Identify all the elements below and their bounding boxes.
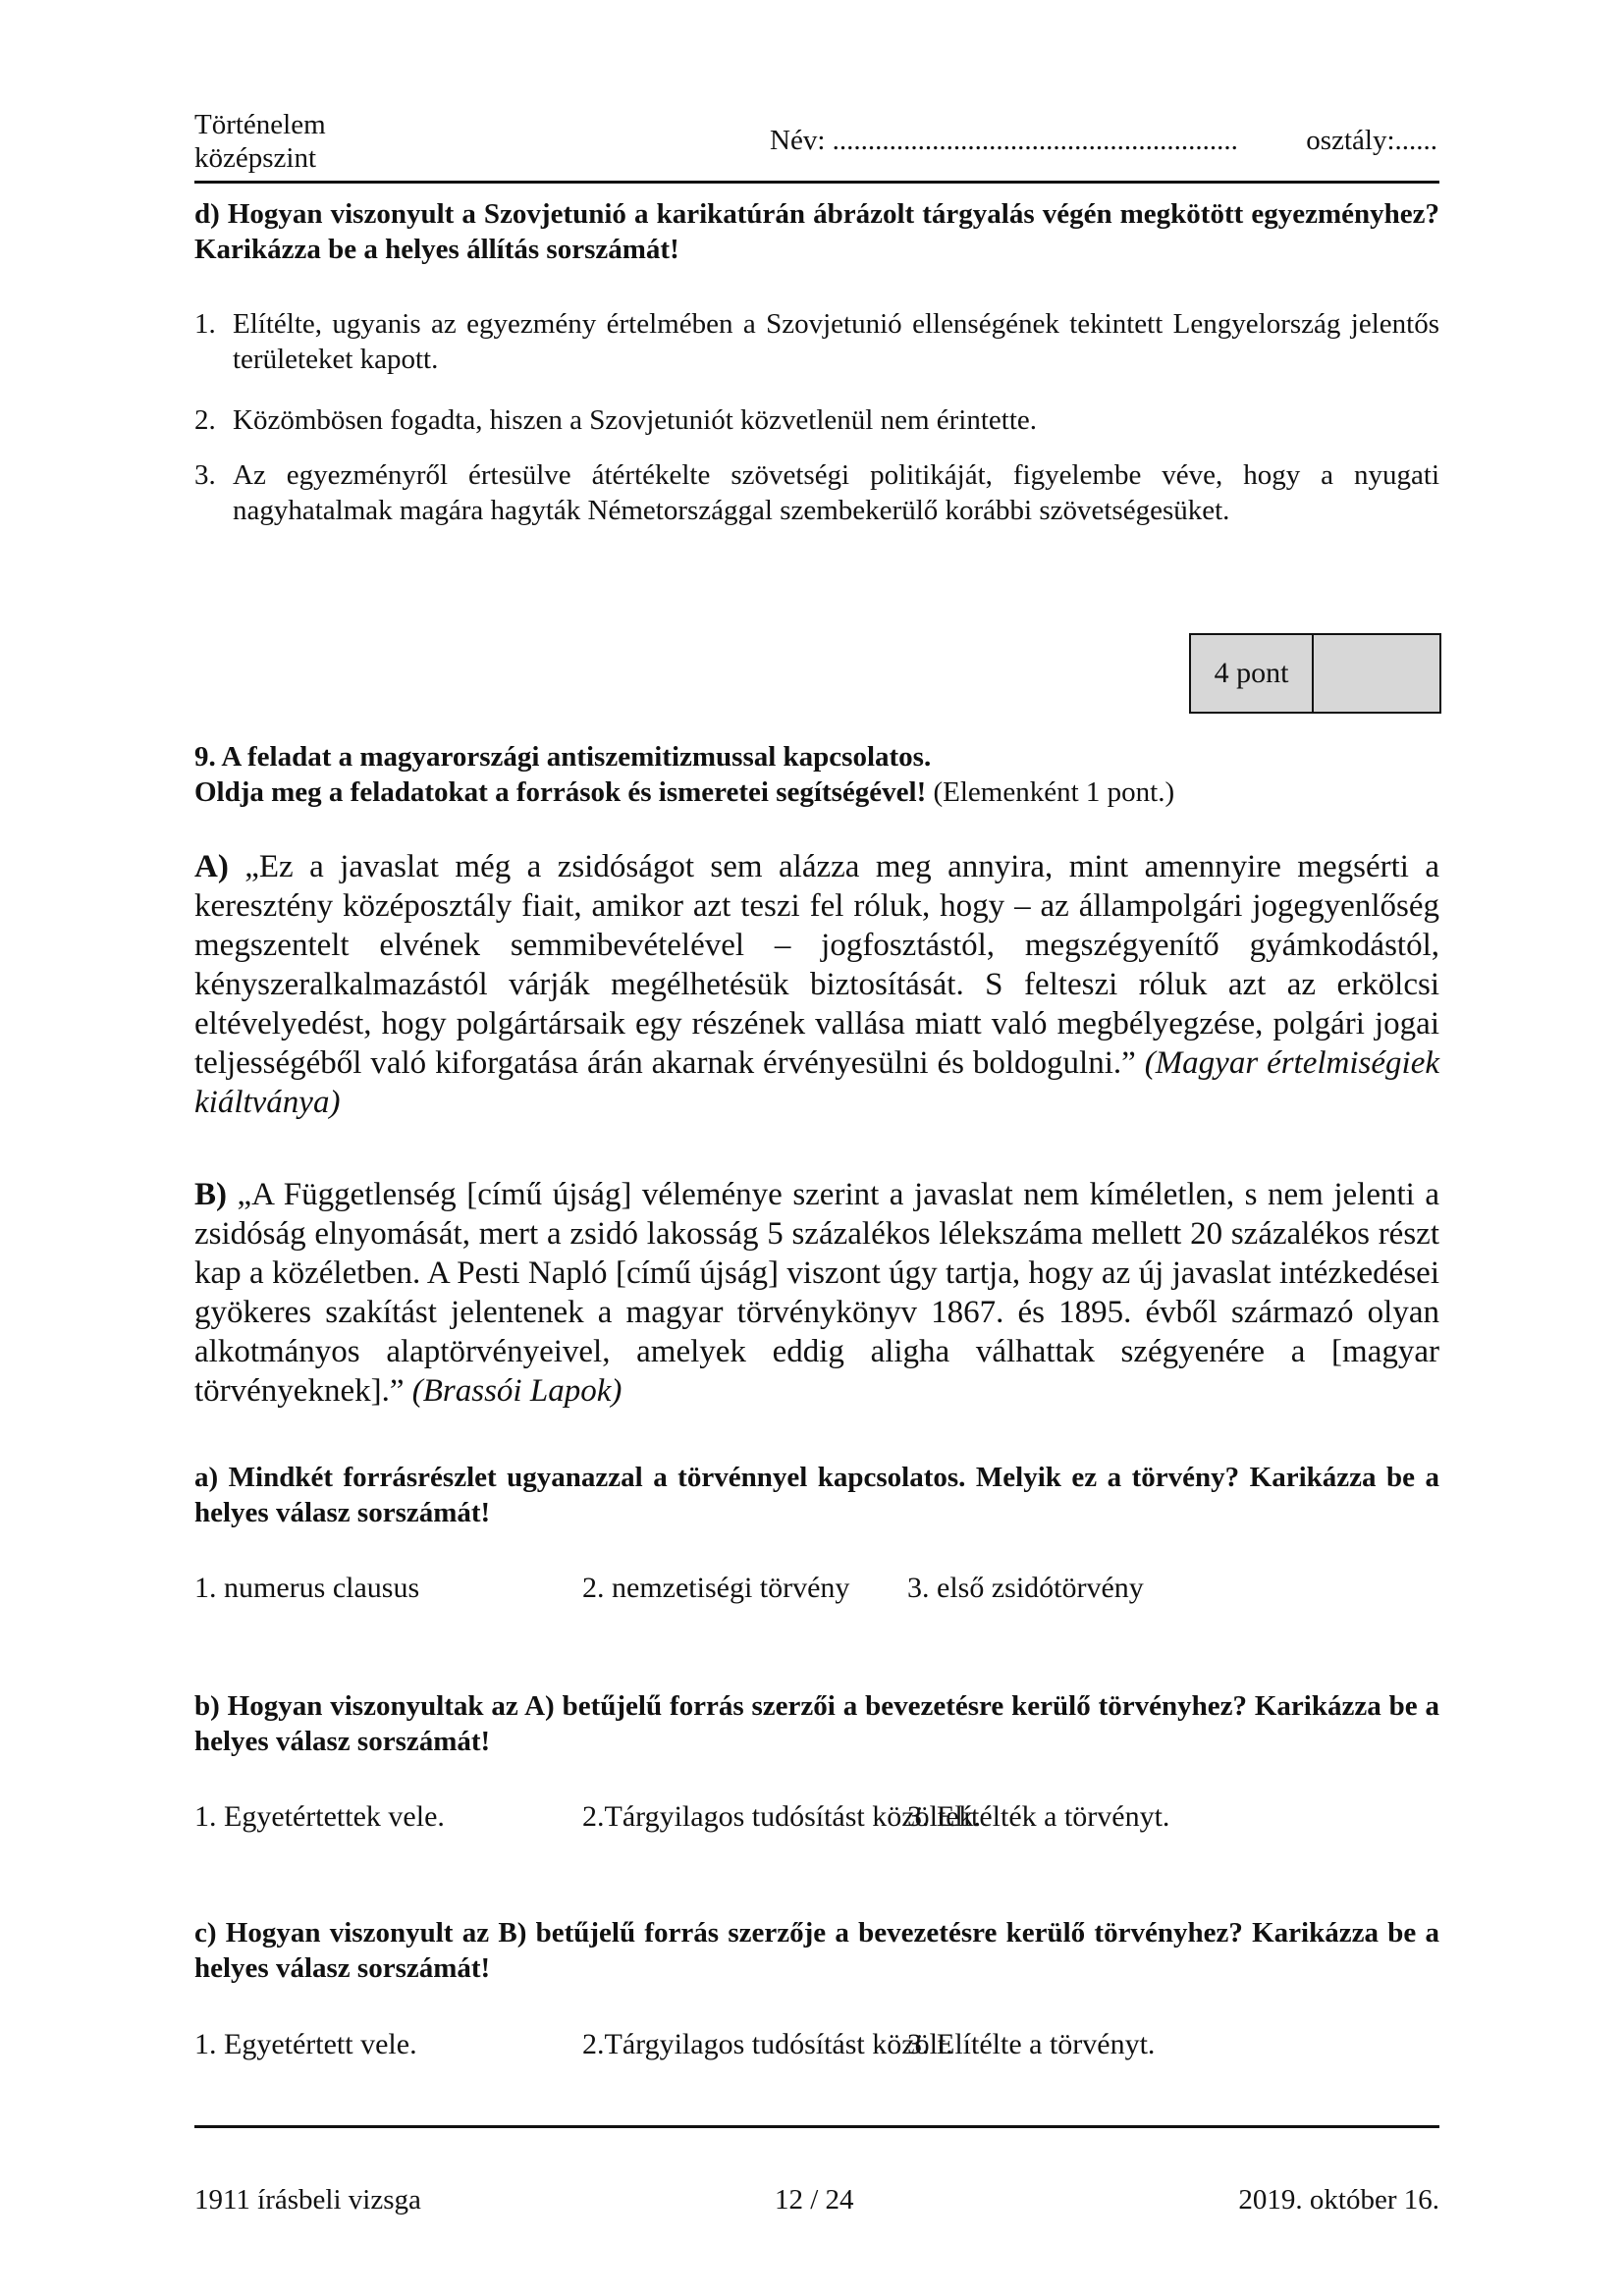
question-a-choice-1[interactable]: 1. numerus clausus: [194, 1572, 420, 1604]
question-a-prompt: a) Mindkét forrásrészlet ugyanazzal a törvénnyel kapcsolatos. Melyik ez a törvény? Karikázza be a helyes válasz sorszámát!: [194, 1462, 1439, 1528]
question-c-choices: [194, 2025, 1439, 2064]
source-a-citation: (Magyar értelmiségiek kiáltványa): [194, 1045, 1439, 1120]
exam-page: [194, 0, 1439, 2296]
option-text: Az egyezményről értesülve átértékelte szövetségi politikáját, figyelembe véve, hogy a nyugati nagyhatalmak magára hagyták Németországgal szembekerülő korábbi szövetségesüket.: [233, 459, 1439, 526]
question-b-choice-2[interactable]: 2.Tárgyilagos tudósítást közöltek.: [582, 1800, 982, 1833]
task-9-header: [194, 739, 1439, 810]
question-d-option-3[interactable]: [194, 457, 1439, 528]
question-c-choice-2[interactable]: 2.Tárgyilagos tudósítást közölt.: [582, 2028, 953, 2060]
option-number: 1.: [194, 308, 216, 340]
subject-label: [194, 108, 326, 175]
score-entry-box[interactable]: [1314, 635, 1439, 712]
option-text: Elítélte, ugyanis az egyezmény értelmében a Szovjetunió ellenségének tekintett Lengyelország jelentős területeket kapott.: [233, 308, 1439, 375]
source-b: [194, 1175, 1439, 1411]
option-number: 3.: [194, 459, 216, 491]
question-a-choice-2[interactable]: 2. nemzetiségi törvény: [582, 1572, 850, 1604]
question-a-choices: [194, 1569, 1439, 1608]
task-9-instruction: [194, 774, 1439, 810]
question-d-option-2[interactable]: [194, 402, 1439, 438]
footer-date: 2019. október 16.: [1238, 2184, 1439, 2216]
question-b-prompt: b) Hogyan viszonyultak az A) betűjelű forrás szerzői a bevezetésre kerülő törvényhez? Karikázza be a helyes válasz sorszámát!: [194, 1690, 1439, 1757]
question-b-choices: [194, 1797, 1439, 1837]
subject-level: középszint: [194, 142, 317, 174]
source-a: [194, 847, 1439, 1122]
question-b-choice-3[interactable]: 3. Elítélték a törvényt.: [907, 1800, 1170, 1833]
question-d-prompt: d) Hogyan viszonyult a Szovjetunió a karikatúrán ábrázolt tárgyalás végén megkötött egyezményhez? Karikázza be a helyes állítás sorszámát!: [194, 198, 1439, 265]
score-points-label: 4 pont: [1191, 635, 1314, 712]
source-b-label: B): [194, 1177, 227, 1212]
footer-page-number: 12 / 24: [775, 2184, 854, 2216]
task-9-title: 9. A feladat a magyarországi antiszemitizmussal kapcsolatos.: [194, 741, 932, 773]
page-footer: [194, 2125, 1439, 2216]
score-box: [1189, 633, 1441, 714]
question-a-choice-3[interactable]: 3. első zsidótörvény: [907, 1572, 1144, 1604]
source-b-citation: (Brassói Lapok): [411, 1373, 623, 1409]
source-a-label: A): [194, 849, 229, 884]
name-field[interactable]: Név: .........................................................: [770, 125, 1238, 156]
task-9-scoring-note: (Elemenként 1 pont.): [933, 776, 1175, 808]
subject-name: Történelem: [194, 109, 326, 140]
task-9-instruction-bold: Oldja meg a feladatokat a források és ismeretei segítségével!: [194, 776, 927, 808]
footer-exam-code: 1911 írásbeli vizsga: [194, 2184, 421, 2216]
question-d-option-1[interactable]: [194, 306, 1439, 377]
question-b-choice-1[interactable]: 1. Egyetértettek vele.: [194, 1800, 445, 1833]
class-field[interactable]: osztály:......: [1306, 125, 1437, 156]
page-header: [194, 106, 1439, 184]
option-text: Közömbösen fogadta, hiszen a Szovjetuniót közvetlenül nem érintette.: [233, 404, 1038, 436]
question-c-choice-1[interactable]: 1. Egyetértett vele.: [194, 2028, 417, 2060]
question-c-prompt: c) Hogyan viszonyult az B) betűjelű forrás szerzője a bevezetésre kerülő törvényhez? Karikázza be a helyes válasz sorszámát!: [194, 1917, 1439, 1984]
option-number: 2.: [194, 404, 216, 436]
source-b-text: „A Függetlenség [című újság] véleménye szerint a javaslat nem kíméletlen, s nem jelenti a zsidóság elnyomását, mert a zsidó lakosság 5 százalékos lélekszáma mellett 20 százalékos részt kap a közéletben. A Pesti Napló [című újság] viszont úgy tartja, hogy az új javaslat intézkedései gyökeres szakítást jelentenek a magyar törvénykönyv 1867. és 1895. évből származó olyan alkotmányos alaptörvényeivel, amelyek eddig aligha válhattak szégyenére a [magyar törvényeknek].”: [194, 1177, 1440, 1409]
question-c-choice-3[interactable]: 3. Elítélte a törvényt.: [907, 2028, 1156, 2060]
source-a-text: „Ez a javaslat még a zsidóságot sem alázza meg annyira, mint amennyire megsérti a keresztény középosztály fiait, amikor azt teszi fel róluk, hogy – az állampolgári jogegyenlőség megszentelt elvének semmibevételével – jogfosztástól, megszégyenítő gyámkodástól, kényszeralkalmazástól várják megélhetésük biztosítását. S felteszi róluk azt az erkölcsi eltévelyedést, hogy polgártársaik egy részének vallása miatt való megbélyegzése, polgári jogai teljességéből való kiforgatása árán akarnak érvényesülni és boldogulni.”: [194, 849, 1439, 1081]
